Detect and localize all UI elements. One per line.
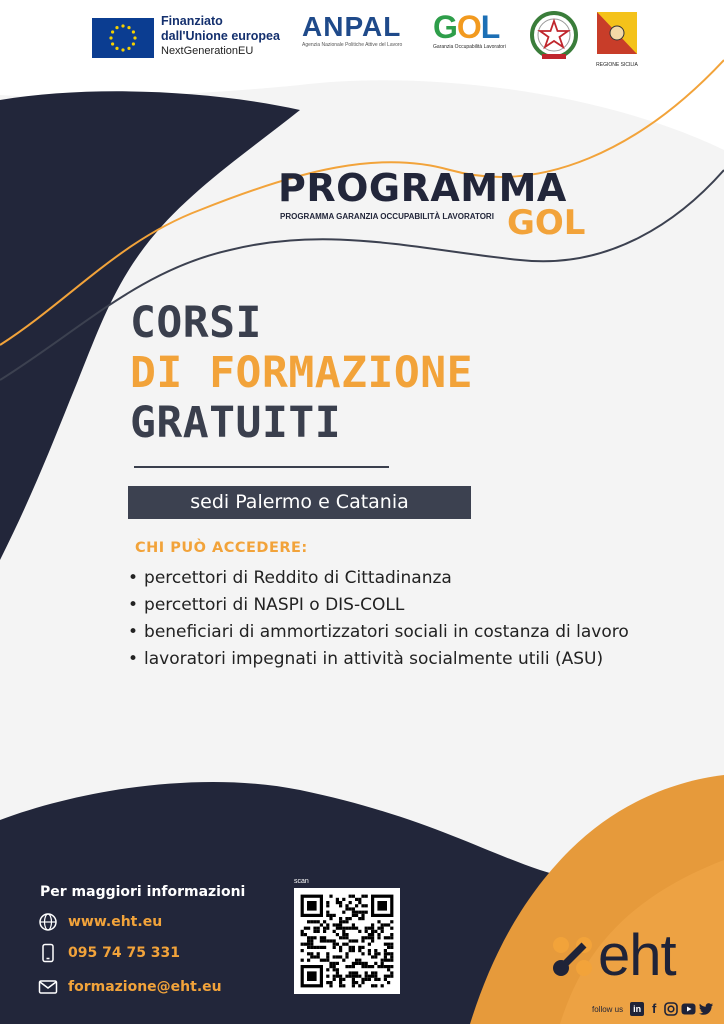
twitter-icon[interactable]	[699, 1003, 714, 1015]
gol-logo-subtitle: Garanzia Occupabilità Lavoratori	[433, 44, 506, 50]
globe-icon	[38, 912, 58, 932]
eht-wordmark: eht	[598, 923, 676, 988]
list-item: • beneficiari di ammortizzatori sociali in costanza di lavoro	[128, 619, 629, 646]
access-list	[128, 565, 629, 673]
list-item: • lavoratori impegnati in attività socialmente utili (ASU)	[128, 646, 629, 673]
follow-label: follow us	[592, 1004, 624, 1014]
gol-logo-name: GOL	[433, 9, 500, 45]
header-logos	[0, 0, 724, 80]
eht-logo	[548, 923, 676, 988]
facebook-icon[interactable]: f	[651, 1001, 657, 1016]
info-heading: Per maggiori informazioni	[40, 884, 246, 900]
qr-code[interactable]	[294, 888, 400, 994]
website-link[interactable]	[38, 912, 162, 932]
follow-us	[592, 1002, 714, 1016]
headline-divider	[134, 466, 389, 468]
headline-line-1: CORSI	[130, 298, 262, 348]
headline-line-2: DI FORMAZIONE	[130, 348, 474, 398]
headline-line-3: GRATUITI	[130, 398, 342, 448]
qr-code-icon	[294, 888, 400, 994]
eu-funding-text	[161, 14, 280, 59]
eu-flag-icon	[92, 18, 154, 58]
eu-line-1: Finanziato	[161, 14, 223, 28]
programma-subtitle: PROGRAMMA GARANZIA OCCUPABILITÀ LAVORATORI	[280, 212, 494, 221]
website-text: www.eht.eu	[68, 914, 163, 930]
access-heading: CHI PUÒ ACCEDERE:	[135, 540, 308, 556]
email-text: formazione@eht.eu	[68, 979, 222, 995]
youtube-icon[interactable]	[681, 1003, 696, 1015]
scan-label: scan	[294, 878, 309, 885]
sedi-banner: sedi Palermo e Catania	[128, 486, 471, 519]
programma-gol: GOL	[507, 203, 586, 243]
trinacria-icon	[594, 10, 640, 56]
mail-icon	[38, 977, 58, 997]
phone-text: 095 74 75 331	[68, 945, 181, 961]
italian-republic-emblem-icon	[528, 8, 580, 64]
eht-mark-icon	[548, 931, 598, 981]
regione-text: REGIONE SICILIA	[596, 62, 638, 68]
eu-line-2: dall'Unione europea	[161, 29, 280, 43]
regione-sicilia-logo	[594, 10, 640, 68]
instagram-icon[interactable]	[664, 1002, 678, 1016]
anpal-logo	[302, 12, 427, 48]
phone-icon	[38, 943, 58, 963]
phone-link[interactable]	[38, 943, 180, 963]
linkedin-icon[interactable]: in	[630, 1002, 644, 1016]
gol-logo	[433, 10, 515, 50]
list-item: • percettori di Reddito di Cittadinanza	[128, 565, 629, 592]
list-item: • percettori di NASPI o DIS-COLL	[128, 592, 629, 619]
anpal-name: ANPAL	[302, 11, 402, 42]
programma-title: PROGRAMMA	[278, 166, 567, 210]
anpal-subtitle: Agenzia Nazionale Politiche Attive del Lavoro	[302, 42, 403, 48]
eu-line-3: NextGenerationEU	[161, 45, 254, 57]
email-link[interactable]	[38, 977, 222, 997]
